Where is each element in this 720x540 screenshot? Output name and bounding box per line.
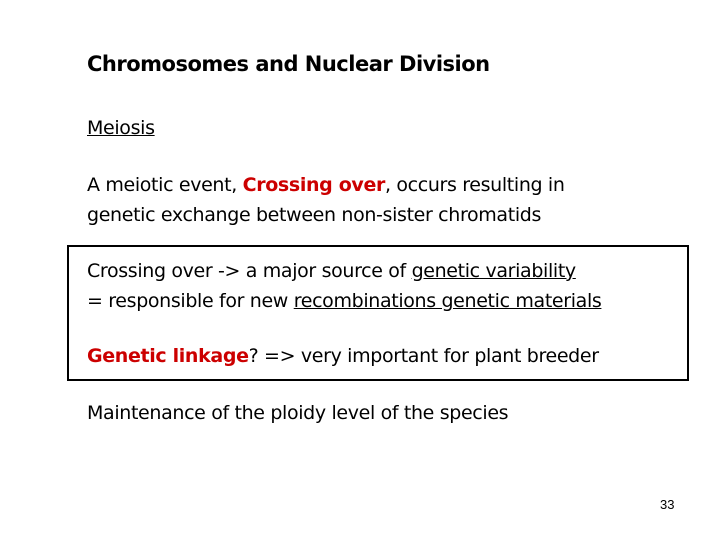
para1-post: , occurs resulting in [385, 174, 565, 196]
para1-line2: genetic exchange between non-sister chromatids [87, 204, 542, 226]
paragraph-linkage [87, 341, 599, 371]
paragraph-ploidy: Maintenance of the ploidy level of the species [87, 402, 509, 424]
para1-pre: A meiotic event, [87, 174, 243, 196]
section-heading: Meiosis [87, 117, 155, 139]
genetic-variability-text: genetic variability [411, 260, 576, 282]
box-line1-pre: Crossing over -> a major source of [87, 260, 412, 282]
paragraph-variability [87, 256, 601, 316]
recombinations-text: recombinations genetic materials [293, 290, 602, 312]
genetic-linkage-highlight: Genetic linkage [87, 345, 249, 367]
box-line2-pre: = responsible for new [87, 290, 294, 312]
crossing-over-highlight: Crossing over [242, 174, 385, 196]
paragraph-crossing-over [87, 170, 565, 230]
linkage-post: ? => very important for plant breeder [248, 345, 599, 367]
slide-title: Chromosomes and Nuclear Division [87, 52, 490, 76]
page-number: 33 [660, 497, 675, 512]
